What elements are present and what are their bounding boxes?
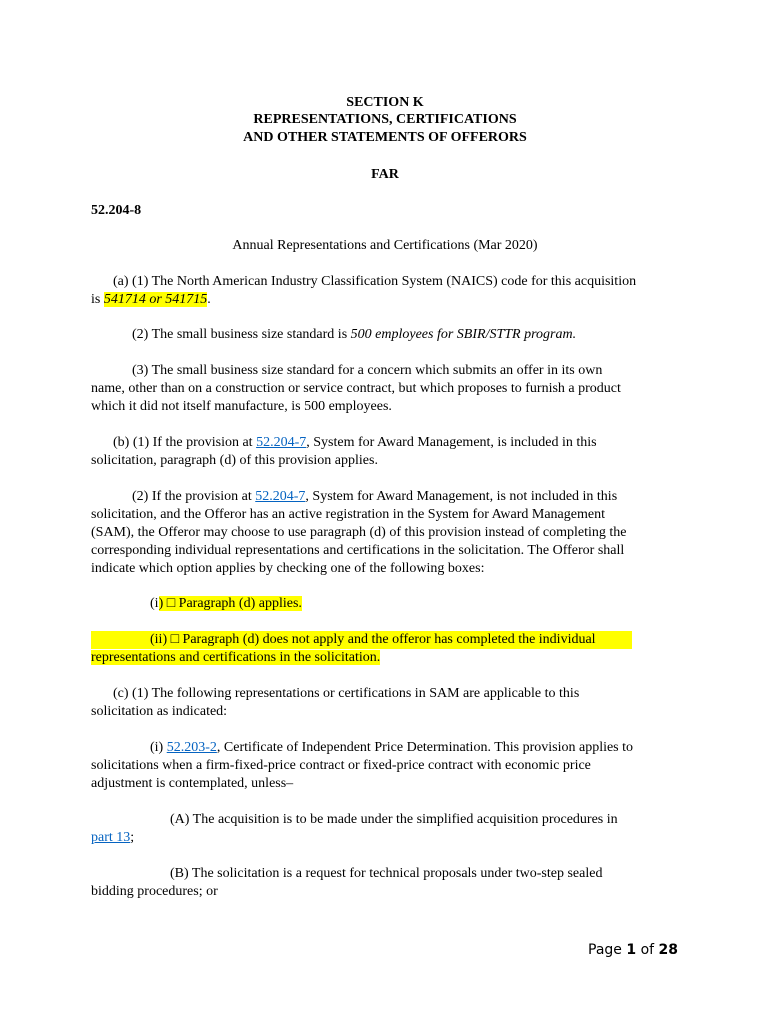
page-number bbox=[588, 942, 678, 958]
text: (i bbox=[150, 596, 159, 611]
section-heading: SECTION K bbox=[346, 95, 424, 110]
text: , System for Award Management, is included in this bbox=[306, 435, 597, 450]
text: , System for Award Management, is not included in this bbox=[305, 489, 618, 504]
text: is bbox=[91, 292, 104, 307]
paragraph-a1-line: (a) (1) The North American Industry Classification System (NAICS) code for this acquisition bbox=[113, 274, 637, 289]
paragraph-ci-line: adjustment is contemplated, unless– bbox=[91, 776, 294, 791]
text: (2) If the provision at bbox=[132, 489, 256, 504]
text: (2) The small business size standard is bbox=[132, 327, 351, 342]
paragraph-A-line bbox=[91, 829, 134, 847]
size-standard: 500 employees for SBIR/STTR program. bbox=[350, 327, 577, 342]
paragraph-b2-line: solicitation, and the Offeror has an active registration in the System for Award Management bbox=[91, 507, 605, 522]
paragraph-b2-line: (SAM), the Offeror may choose to use paragraph (d) of this provision instead of completing the bbox=[91, 525, 627, 540]
text: (i) bbox=[150, 740, 167, 755]
naics-code: 541714 or 541715 bbox=[103, 292, 208, 307]
text: . bbox=[207, 292, 211, 307]
option-i-checkbox-label[interactable]: ) □ Paragraph (d) applies. bbox=[158, 596, 302, 611]
option-i bbox=[150, 595, 302, 613]
far-link-52-204-7[interactable]: 52.204-7 bbox=[256, 435, 307, 450]
option-ii-checkbox-label[interactable]: (ii) □ Paragraph (d) does not apply and the offeror has completed the individual bbox=[150, 632, 596, 647]
clause-title: Annual Representations and Certifications (Mar 2020) bbox=[232, 238, 538, 253]
paragraph-b1-line bbox=[113, 434, 597, 452]
paragraph-b2-line bbox=[132, 488, 617, 506]
far-link-52-203-2[interactable]: 52.203-2 bbox=[166, 740, 217, 755]
paragraph-a2 bbox=[132, 326, 576, 344]
section-subheading: REPRESENTATIONS, CERTIFICATIONS bbox=[253, 112, 517, 127]
page-word: Page bbox=[588, 942, 622, 958]
text: representations and certifications in the solicitation. bbox=[91, 650, 381, 665]
far-heading: FAR bbox=[371, 167, 399, 182]
option-ii-line bbox=[91, 649, 380, 667]
paragraph-ci-line: solicitations when a firm-fixed-price contract or fixed-price contract with economic price bbox=[91, 758, 591, 773]
text: (b) (1) If the provision at bbox=[113, 435, 257, 450]
total-pages: 28 bbox=[658, 942, 678, 958]
paragraph-b1-line: solicitation, paragraph (d) of this provision applies. bbox=[91, 453, 378, 468]
section-subheading: AND OTHER STATEMENTS OF OFFERORS bbox=[243, 130, 527, 145]
paragraph-a3-line: which it did not itself manufacture, is 500 employees. bbox=[91, 399, 392, 414]
paragraph-B-line: bidding procedures; or bbox=[91, 884, 218, 899]
current-page: 1 bbox=[626, 942, 637, 958]
paragraph-a3-line: (3) The small business size standard for a concern which submits an offer in its own bbox=[132, 363, 603, 378]
far-link-52-204-7[interactable]: 52.204-7 bbox=[255, 489, 306, 504]
paragraph-A-line: (A) The acquisition is to be made under the simplified acquisition procedures in bbox=[170, 812, 618, 827]
text: ; bbox=[130, 830, 135, 845]
option-ii-line bbox=[91, 631, 632, 649]
paragraph-B-line: (B) The solicitation is a request for technical proposals under two-step sealed bbox=[170, 866, 603, 881]
paragraph-a1-line bbox=[91, 291, 211, 309]
paragraph-c1-line: solicitation as indicated: bbox=[91, 704, 228, 719]
of-word: of bbox=[640, 942, 655, 958]
text: , Certificate of Independent Price Determination. This provision applies to bbox=[216, 740, 634, 755]
paragraph-c1-line: (c) (1) The following representations or certifications in SAM are applicable to this bbox=[113, 686, 580, 701]
far-link-part-13[interactable]: part 13 bbox=[91, 830, 131, 845]
paragraph-b2-line: indicate which option applies by checking one of the following boxes: bbox=[91, 561, 485, 576]
paragraph-a3-line: name, other than on a construction or service contract, but which proposes to furnish a product bbox=[91, 381, 621, 396]
paragraph-b2-line: corresponding individual representations and certifications in the solicitation. The Offeror shall bbox=[91, 543, 625, 558]
paragraph-ci-line bbox=[150, 739, 633, 757]
clause-number: 52.204-8 bbox=[91, 203, 142, 218]
